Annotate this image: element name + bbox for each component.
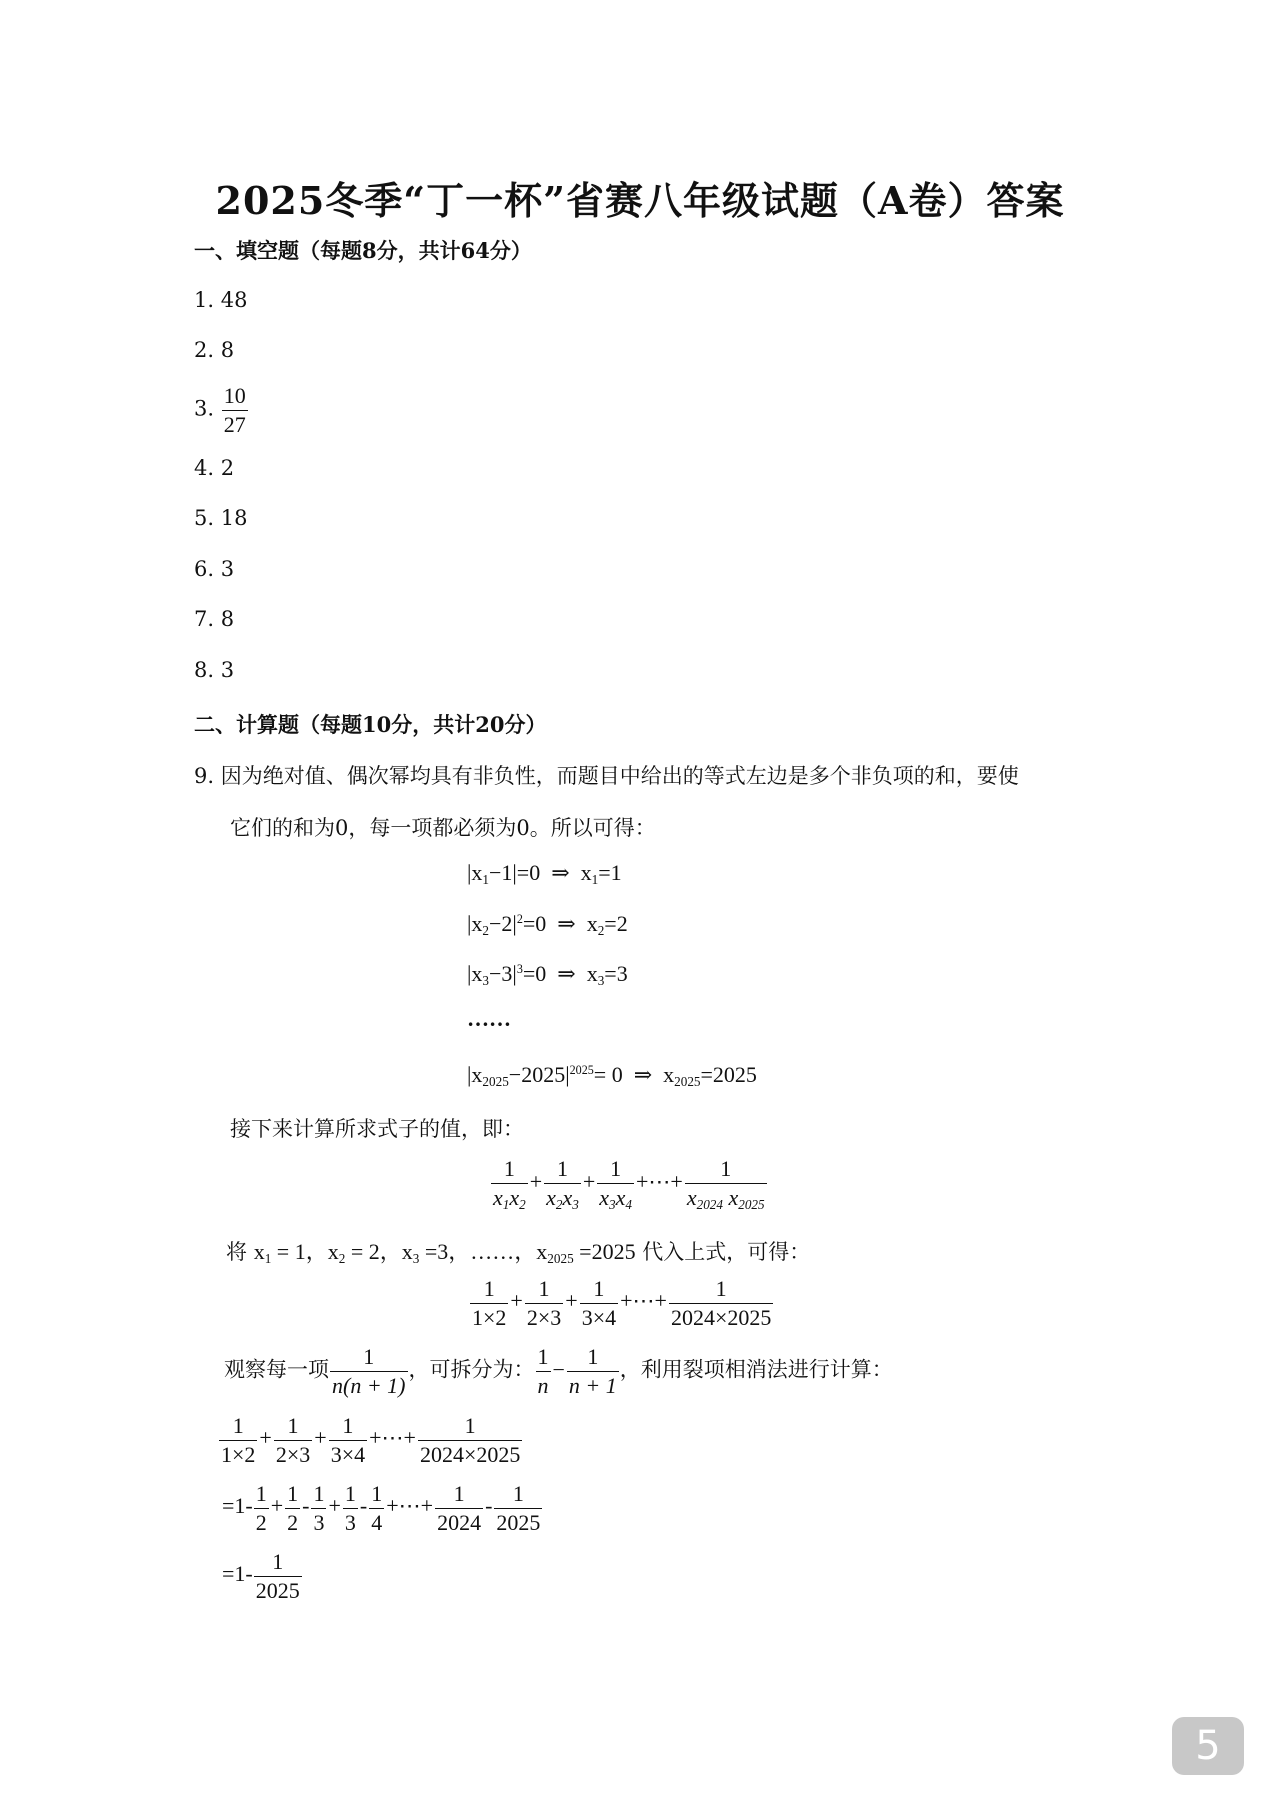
computation-step1: $\frac{1}{1\times 2}$ + $\frac{1}{2\times 3}$ + $\frac{1}{3\times 4}$ +⋯+ $\frac{1}{2024\times 2025}$ (221, 1413, 521, 1467)
equation-x2: $|x_2-2|^2=0$ ⇒ $x_2=2$ (467, 911, 628, 938)
q9-line1: 9. 因为绝对值、偶次幂均具有非负性，而题目中给出的等式左边是多个非负项的和，要使 (194, 764, 1019, 788)
equation-x3: $|x_3-3|^3=0$ ⇒ $x_3=3$ (467, 961, 628, 988)
computation-step2: =1- $\frac{1}{2}$ + $\frac{1}{2}$ - $\frac{1}{3}$ + $\frac{1}{3}$ - $\frac{1}{4}$ +⋯+ $\frac{1}{2024}$ - $\frac{1}{2025}$ (222, 1481, 541, 1535)
answer-item: 7. 8 (194, 607, 235, 631)
equation-x2025: $|x_{2025}-2025|^{2025}= 0$ ⇒ $x_{2025}=2025$ (467, 1062, 757, 1089)
answer-item: 3. $\frac{10}{27}$ (194, 383, 246, 437)
section-heading-fill-in: 一、填空题（每题8分，共计64分） (194, 238, 532, 263)
expression-x: $\frac{1}{x_1x_2}$ + $\frac{1}{x_2x_3}$ + $\frac{1}{x_3x_4}$ +⋯+ $\frac{1}{x_{2024} x_{2025}}$ (493, 1156, 765, 1212)
fraction: $\frac{10}{27}$ (223, 383, 246, 437)
answer-item: 5. 18 (194, 506, 248, 530)
answer-item: 6. 3 (194, 557, 235, 581)
answer-item: 2. 8 (194, 338, 235, 362)
next-text: 接下来计算所求式子的值，即： (230, 1117, 524, 1141)
page-number-badge: 5 (1172, 1717, 1244, 1775)
q9-line2: 它们的和为0，每一项都必须为0。所以可得： (230, 816, 656, 840)
equation-x1: $|x_1-1|=0$ ⇒ $x_1=1$ (467, 860, 622, 887)
observe-line: 观察每一项 $\frac{1}{n(n + 1)}$ ，可拆分为： $\frac{1}{n}$ − $\frac{1}{n + 1}$ ，利用裂项相消法进行计算： (224, 1344, 893, 1398)
answer-item: 4. 2 (194, 456, 235, 480)
expression-numeric: $\frac{1}{1\times 2}$ + $\frac{1}{2\times 3}$ + $\frac{1}{3\times 4}$ +⋯+ $\frac{1}{2024\times 2025}$ (472, 1276, 772, 1330)
answer-item: 1. 48 (194, 288, 248, 312)
substitution-line: 将 $x_1 = 1$，$x_2 = 2$，$x_3 =3$，……，$x_{2025} =2025$ 代入上式，可得： (226, 1239, 811, 1266)
ellipsis: …… (467, 1006, 511, 1031)
section-heading-calculation: 二、计算题（每题10分，共计20分） (194, 712, 547, 737)
answer-item: 8. 3 (194, 658, 235, 682)
page-title: 2025冬季“丁一杯”省赛八年级试题（A卷）答案 (215, 178, 1065, 223)
computation-step3: =1- $\frac{1}{2025}$ (222, 1549, 300, 1603)
